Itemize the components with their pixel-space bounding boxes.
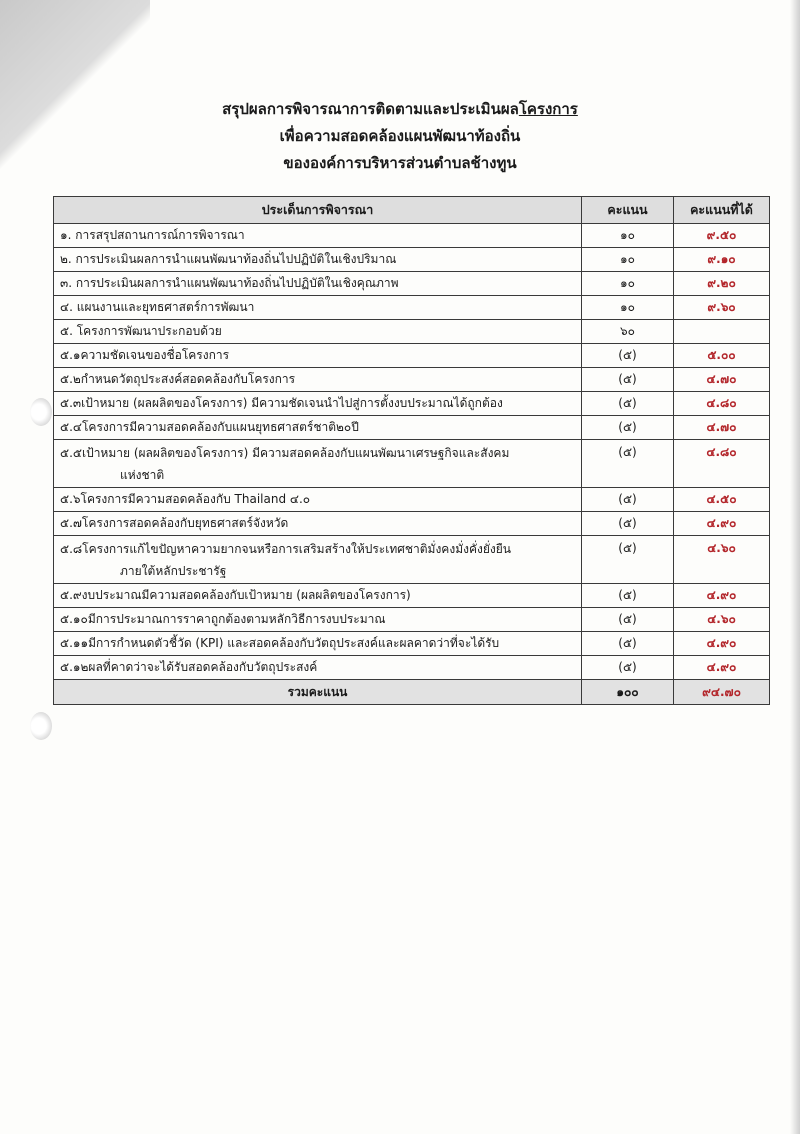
title-line-2: เพื่อความสอดคล้องแผนพัฒนาท้องถิ่น <box>279 127 521 145</box>
column-header-got: คะแนนที่ได้ <box>674 197 770 224</box>
table-row <box>54 296 770 320</box>
row-got-score: ๔.๘๐ <box>674 440 770 488</box>
row-score: (๕) <box>582 608 674 632</box>
row-got-score: ๙.๕๐ <box>674 224 770 248</box>
row-topic-text: ๕.๒กำหนดวัตถุประสงค์สอดคล้องกับโครงการ <box>60 372 296 386</box>
row-topic-text: ๕.๓เป้าหมาย (ผลผลิตของโครงการ) มีความชัดเจนนำไปสู่การตั้งงบประมาณได้ถูกต้อง <box>60 396 503 410</box>
row-score: (๕) <box>582 488 674 512</box>
row-got-score: ๔.๙๐ <box>674 632 770 656</box>
total-score: ๑๐๐ <box>582 680 674 705</box>
table-row <box>54 584 770 608</box>
row-score: ๑๐ <box>582 224 674 248</box>
table-row <box>54 536 770 584</box>
folded-corner <box>0 0 150 190</box>
row-score: ๑๐ <box>582 248 674 272</box>
row-topic <box>54 512 582 536</box>
row-topic-text: ๕. โครงการพัฒนาประกอบด้วย <box>60 324 222 338</box>
row-topic <box>54 344 582 368</box>
row-score: ๑๐ <box>582 272 674 296</box>
table-row <box>54 440 770 488</box>
row-topic-text: ๔. แผนงานและยุทธศาสตร์การพัฒนา <box>60 300 255 314</box>
row-got-score <box>674 320 770 344</box>
row-topic <box>54 608 582 632</box>
table-row <box>54 344 770 368</box>
row-topic <box>54 632 582 656</box>
punch-hole <box>30 398 52 426</box>
row-got-score: ๙.๑๐ <box>674 248 770 272</box>
row-topic-text: ๕.๑ความชัดเจนของชื่อโครงการ <box>60 348 230 362</box>
row-topic <box>54 416 582 440</box>
total-label: รวมคะแนน <box>54 680 582 705</box>
row-got-score: ๔.๙๐ <box>674 512 770 536</box>
row-got-score: ๔.๖๐ <box>674 536 770 584</box>
table-row <box>54 272 770 296</box>
row-got-score: ๔.๙๐ <box>674 584 770 608</box>
row-topic <box>54 248 582 272</box>
table-row <box>54 608 770 632</box>
column-header-topic: ประเด็นการพิจารณา <box>54 197 582 224</box>
row-topic <box>54 488 582 512</box>
row-topic-continuation: ภายใต้หลักประชารัฐ <box>120 563 227 578</box>
row-score: (๕) <box>582 416 674 440</box>
row-score: (๕) <box>582 344 674 368</box>
row-score: ๖๐ <box>582 320 674 344</box>
row-topic-text: ๑. การสรุปสถานการณ์การพิจารณา <box>60 228 245 242</box>
row-topic-text: ๕.๗โครงการสอดคล้องกับยุทธศาสตร์จังหวัด <box>60 516 289 530</box>
row-topic-continuation: แห่งชาติ <box>120 467 165 482</box>
row-topic-text: ๕.๑๐มีการประมาณการราคาถูกต้องตามหลักวิธีการงบประมาณ <box>60 612 386 626</box>
row-got-score: ๔.๕๐ <box>674 488 770 512</box>
table-header-row <box>54 197 770 224</box>
row-got-score: ๔.๖๐ <box>674 608 770 632</box>
table-row <box>54 224 770 248</box>
row-topic-text: ๕.๙งบประมาณมีความสอดคล้องกับเป้าหมาย (ผลผลิตของโครงการ) <box>60 588 411 602</box>
row-topic <box>54 320 582 344</box>
row-topic-text: ๓. การประเมินผลการนำแผนพัฒนาท้องถิ่นไปปฏิบัติในเชิงคุณภาพ <box>60 276 399 290</box>
row-got-score: ๔.๘๐ <box>674 392 770 416</box>
row-got-score: ๕.๐๐ <box>674 344 770 368</box>
row-got-score: ๙.๒๐ <box>674 272 770 296</box>
table-row <box>54 392 770 416</box>
table-row <box>54 320 770 344</box>
total-row <box>54 680 770 705</box>
row-score: (๕) <box>582 512 674 536</box>
row-got-score: ๙.๖๐ <box>674 296 770 320</box>
row-topic <box>54 536 582 584</box>
table-row <box>54 632 770 656</box>
row-score: (๕) <box>582 656 674 680</box>
row-topic <box>54 440 582 488</box>
row-topic-text: ๕.๔โครงการมีความสอดคล้องกับแผนยุทธศาสตร์ชาติ๒๐ปี <box>60 420 359 434</box>
row-score: (๕) <box>582 584 674 608</box>
row-topic <box>54 224 582 248</box>
row-topic-text: ๕.๘โครงการแก้ไขปัญหาความยากจนหรือการเสริมสร้างให้ประเทศชาติมั่งคงมั่งคั่งยั่งยืน <box>60 541 511 556</box>
table-row <box>54 656 770 680</box>
row-score: (๕) <box>582 536 674 584</box>
row-got-score: ๔.๗๐ <box>674 368 770 392</box>
row-topic <box>54 368 582 392</box>
title-line-1: สรุปผลการพิจารณาการติดตามและประเมินผลโครงการ <box>222 100 578 118</box>
row-score: ๑๐ <box>582 296 674 320</box>
row-topic-text: ๕.๕เป้าหมาย (ผลผลิตของโครงการ) มีความสอดคล้องกับแผนพัฒนาเศรษฐกิจและสังคม <box>60 445 510 460</box>
row-topic-text: ๕.๑๒ผลที่คาดว่าจะได้รับสอดคล้องกับวัตถุประสงค์ <box>60 660 318 674</box>
total-got: ๙๔.๗๐ <box>674 680 770 705</box>
row-score: (๕) <box>582 392 674 416</box>
evaluation-table <box>53 196 770 705</box>
row-topic <box>54 656 582 680</box>
table-row <box>54 416 770 440</box>
table-row <box>54 512 770 536</box>
row-topic <box>54 296 582 320</box>
row-topic <box>54 392 582 416</box>
row-score: (๕) <box>582 368 674 392</box>
row-topic-text: ๕.๖โครงการมีความสอดคล้องกับ Thailand ๔.๐ <box>60 492 311 506</box>
row-topic <box>54 272 582 296</box>
table-row <box>54 488 770 512</box>
page-edge-shadow <box>790 0 800 1134</box>
row-topic <box>54 584 582 608</box>
row-topic-text: ๒. การประเมินผลการนำแผนพัฒนาท้องถิ่นไปปฏิบัติในเชิงปริมาณ <box>60 252 397 266</box>
row-score: (๕) <box>582 440 674 488</box>
punch-hole <box>30 712 52 740</box>
document-title <box>150 96 650 177</box>
table-row <box>54 248 770 272</box>
table-row <box>54 368 770 392</box>
row-got-score: ๔.๙๐ <box>674 656 770 680</box>
row-score: (๕) <box>582 632 674 656</box>
row-got-score: ๔.๗๐ <box>674 416 770 440</box>
title-line-3: ขององค์การบริหารส่วนตำบลช้างทูน <box>283 154 517 172</box>
column-header-score: คะแนน <box>582 197 674 224</box>
row-topic-text: ๕.๑๑มีการกำหนดตัวชี้วัด (KPI) และสอดคล้องกับวัตถุประสงค์และผลคาดว่าที่จะได้รับ <box>60 636 500 650</box>
